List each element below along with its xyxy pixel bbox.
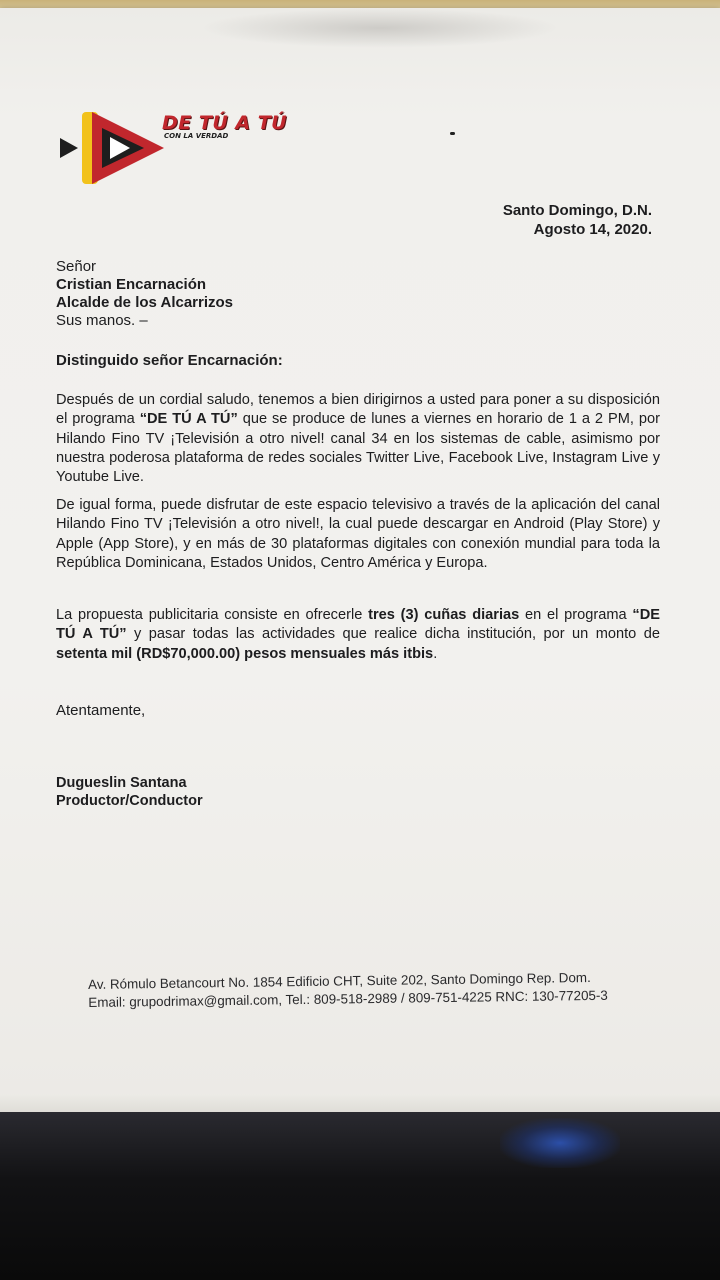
letter-footer	[88, 969, 608, 1012]
signer-role: Productor/Conductor	[56, 793, 203, 809]
p3-program-name: “DE TÚ A TÚ”	[56, 607, 660, 643]
addressee-closing: Sus manos. –	[56, 312, 148, 329]
paragraph-3	[56, 606, 660, 664]
closing: Atentamente,	[56, 702, 146, 719]
desk-object	[500, 1118, 620, 1168]
addressee-block	[56, 258, 233, 330]
date-block	[503, 201, 652, 239]
salutation: Distinguido señor Encarnación:	[56, 352, 283, 369]
p1-text-c: que se produce de lunes a viernes en horario de 1 a 2 PM, por Hilando Fino TV ¡Televisión a otro nivel! canal 34 en los sistemas de cable, asimismo por nuestra poderosa plataforma de redes sociales Twitter Live, Facebook Live, Instagram Live y Youtube Live.	[56, 411, 660, 486]
play-logo-icon	[58, 108, 168, 188]
paragraph-1	[56, 391, 660, 487]
p3-price: setenta mil (RD$70,000.00) pesos mensuales más itbis	[56, 645, 434, 662]
paper-edge	[0, 1094, 720, 1114]
addressee-name: Cristian Encarnación	[56, 276, 207, 293]
city-line: Santo Domingo, D.N.	[502, 202, 652, 219]
p3-text-g: .	[433, 645, 438, 662]
footer-contact: Email: grupodrimax@gmail.com, Tel.: 809-518-2989 / 809-751-4225 RNC: 130-77205-3	[88, 987, 608, 1010]
p1-text-a: Después de un cordial saludo, tenemos a bien dirigirnos a usted para poner a su disposición el programa	[56, 392, 660, 428]
program-logo	[58, 108, 288, 188]
p3-text-a: La propuesta publicitaria consiste en ofrecerle	[56, 607, 369, 623]
paragraph-2: De igual forma, puede disfrutar de este espacio televisivo a través de la aplicación del canal Hilando Fino TV ¡Televisión a otro nivel!, la cual puede descargar en Android (Play Store) y Apple (App Store), y en más de 30 plataformas digitales con conexión mundial para toda la República Dominicana, Estados Unidos, Centro América y Europa.	[56, 497, 660, 571]
p3-offer: tres (3) cuñas diarias	[368, 607, 520, 623]
logo-subtitle: CON LA VERDAD	[164, 132, 229, 140]
logo-title: DE TÚ A TÚ	[162, 112, 288, 134]
fold-shadow	[200, 8, 560, 48]
footer-address: Av. Rómulo Betancourt No. 1854 Edificio CHT, Suite 202, Santo Domingo Rep. Dom.	[88, 969, 591, 992]
p1-program-name: “DE TÚ A TÚ”	[139, 411, 238, 428]
honorific: Señor	[56, 258, 97, 275]
addressee-title: Alcalde de los Alcarrizos	[56, 294, 234, 311]
date-line: Agosto 14, 2020.	[533, 221, 652, 238]
p3-text-e: y pasar todas las actividades que realice dicha institución, por un monto de	[126, 626, 660, 643]
paper-speck	[450, 132, 455, 135]
p3-text-c: en el programa	[519, 607, 633, 623]
signature-block	[56, 774, 203, 810]
signer-name: Dugueslin Santana	[56, 775, 187, 791]
